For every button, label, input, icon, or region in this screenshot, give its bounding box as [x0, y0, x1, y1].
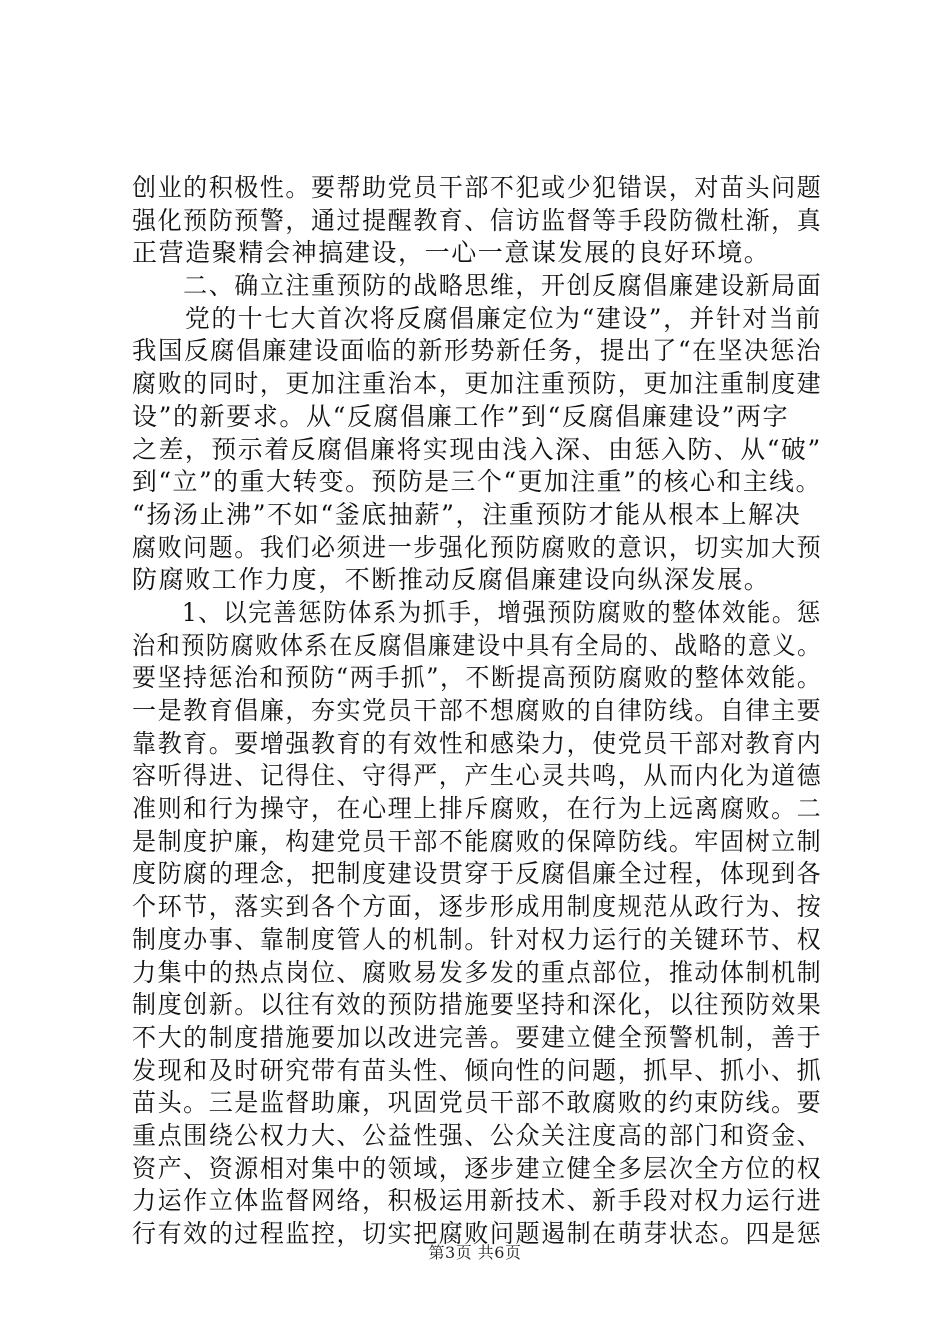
text-line: 行有效的过程监控，切实把腐败问题遏制在萌芽状态。四是惩	[132, 1219, 823, 1248]
body-text	[132, 172, 822, 1251]
text-line: 1、以完善惩防体系为抓手，增强预防腐败的整体效能。惩	[132, 597, 822, 627]
text-line: 不大的制度措施要加以改进完善。要建立健全预警机制，善于	[132, 1022, 823, 1052]
text-line: 防腐败工作力度，不断推动反腐倡廉建设向纵深发展。	[132, 565, 771, 595]
text-line: “扬汤止沸”不如“釜底抽薪”，注重预防才能从根本上解决	[132, 499, 802, 529]
text-line: 准则和行为操守，在心理上排斥腐败，在行为上远离腐败。二	[132, 794, 823, 824]
text-line: 力集中的热点岗位、腐败易发多发的重点部位，推动体制机制	[132, 957, 823, 987]
text-line: 苗头。三是监督助廉，巩固党员干部不敢腐败的约束防线。要	[132, 1088, 823, 1118]
text-line: 制度办事、靠制度管人的机制。针对权力运行的关键环节、权	[132, 924, 823, 954]
text-line: 一是教育倡廉，夯实党员干部不想腐败的自律防线。自律主要	[132, 696, 823, 725]
text-line: 创业的积极性。要帮助党员干部不犯或少犯错误，对苗头问题	[132, 173, 823, 202]
text-line: 资产、资源相对集中的领域，逐步建立健全多层次全方位的权	[132, 1153, 823, 1183]
text-line: 党的十七大首次将反腐倡廉定位为“建设”，并针对当前	[132, 303, 822, 333]
text-line: 之差，预示着反腐倡廉将实现由浅入深、由惩入防、从“破”	[132, 434, 822, 464]
text-line: 设”的新要求。从“反腐倡廉工作”到“反腐倡廉建设”两字	[132, 401, 790, 431]
text-line: 度防腐的理念，把制度建设贯穿于反腐倡廉全过程，体现到各	[132, 859, 823, 889]
text-line: 到“立”的重大转变。预防是三个“更加注重”的核心和主线。	[132, 467, 822, 497]
text-line: 我国反腐倡廉建设面临的新形势新任务，提出了“在坚决惩治	[132, 336, 822, 366]
text-line: 治和预防腐败体系在反腐倡廉建设中具有全局的、战略的意义。	[132, 630, 822, 660]
text-line: 力运作立体监督网络，积极运用新技术、新手段对权力运行进	[132, 1186, 823, 1216]
text-line: 腐败的同时，更加注重治本，更加注重预防，更加注重制度建	[132, 369, 823, 399]
text-line: 二、确立注重预防的战略思维，开创反腐倡廉建设新局面	[132, 271, 823, 301]
text-line: 容听得进、记得住、守得严，产生心灵共鸣，从而内化为道德	[132, 761, 823, 791]
text-line: 重点围绕公权力大、公益性强、公众关注度高的部门和资金、	[132, 1120, 823, 1150]
text-line: 正营造聚精会神搞建设，一心一意谋发展的良好环境。	[132, 238, 771, 268]
text-line: 靠教育。要增强教育的有效性和感染力，使党员干部对教育内	[132, 728, 823, 758]
text-line: 发现和及时研究带有苗头性、倾向性的问题，抓早、抓小、抓	[132, 1055, 823, 1085]
text-line: 制度创新。以往有效的预防措施要坚持和深化，以往预防效果	[132, 990, 823, 1020]
text-line: 要坚持惩治和预防“两手抓”，不断提高预防腐败的整体效能。	[132, 663, 823, 693]
text-line: 个环节，落实到各个方面，逐步形成用制度规范从政行为、按	[132, 892, 823, 922]
text-line: 强化预防预警，通过提醒教育、信访监督等手段防微杜渐，真	[132, 205, 823, 235]
text-line: 腐败问题。我们必须进一步强化预防腐败的意识，切实加大预	[132, 532, 823, 562]
page-footer: 第3页 共6页	[428, 1243, 522, 1262]
text-line: 是制度护廉，构建党员干部不能腐败的保障防线。牢固树立制	[132, 826, 823, 856]
